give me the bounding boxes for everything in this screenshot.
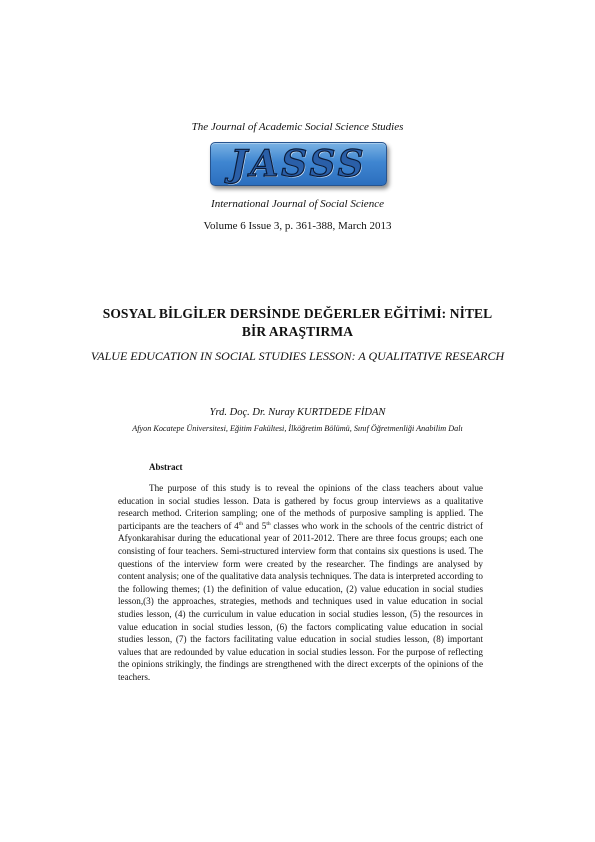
- author-affiliation: Afyon Kocatepe Üniversitesi, Eğitim Fakültesi, İlköğretim Bölümü, Sınıf Öğretmenliği Anabilim Dalı: [132, 424, 463, 433]
- abstract-body: [118, 482, 483, 684]
- journal-logo: [210, 142, 387, 186]
- author-name: Yrd. Doç. Dr. Nuray KURTDEDE FİDAN: [209, 407, 386, 418]
- abstract-heading: Abstract: [149, 462, 183, 472]
- abstract-text-part2: and 5: [243, 520, 267, 531]
- journal-subtitle: International Journal of Social Science: [211, 198, 384, 210]
- superscript-th-2: th: [266, 520, 271, 527]
- logo-text: JASSS: [230, 143, 367, 185]
- superscript-th-1: th: [238, 520, 244, 527]
- abstract-text-part1: The purpose of this study is to reveal the opinions of the class teachers about value education in social studies lesson. Data is gathered by focus group interviews as a qualitative research method. Criterion sampling; one of the methods of purposive sampling is applied. The participants are the teachers of 4: [118, 483, 483, 531]
- article-title-english: VALUE EDUCATION IN SOCIAL STUDIES LESSON: A QUALITATIVE RESEARCH: [90, 349, 505, 363]
- journal-name: The Journal of Academic Social Science Studies: [191, 121, 404, 133]
- article-title-turkish: SOSYAL BİLGİLER DERSİNDE DEĞERLER EĞİTİMİ: NİTEL BİR ARAŞTIRMA: [102, 306, 493, 339]
- abstract-text-part3: classes who work in the schools of the centric district of Afyonkarahisar during the educational year of 2011-2012. There are three focus groups; each one consisting of four teachers. Semi-structured interview form that contains six questions is used. The questions of the interview form were created by the researcher. The findings are analysed by content analysis; one of the qualitative data analysis techniques. The data is interpreted according to the following themes; (1) the definition of value education, (2) value education in social studies lesson,(3) the approaches, strategies, methods and techniques used in value education in social studies lesson, (4) the curriculum in value education in social studies lesson, (5) the resources in value education in social studies lesson, (6) the factors complicating value education in social studies lesson, (7) the factors facilitating value education in social studies lesson, (8) important values that are redounded by value education in social studies lesson. For the purpose of reflecting the opinions strikingly, the findings are strengthened with the direct excerpts of the opinions of the teachers.: [118, 520, 483, 682]
- volume-info: Volume 6 Issue 3, p. 361-388, March 2013: [203, 220, 392, 232]
